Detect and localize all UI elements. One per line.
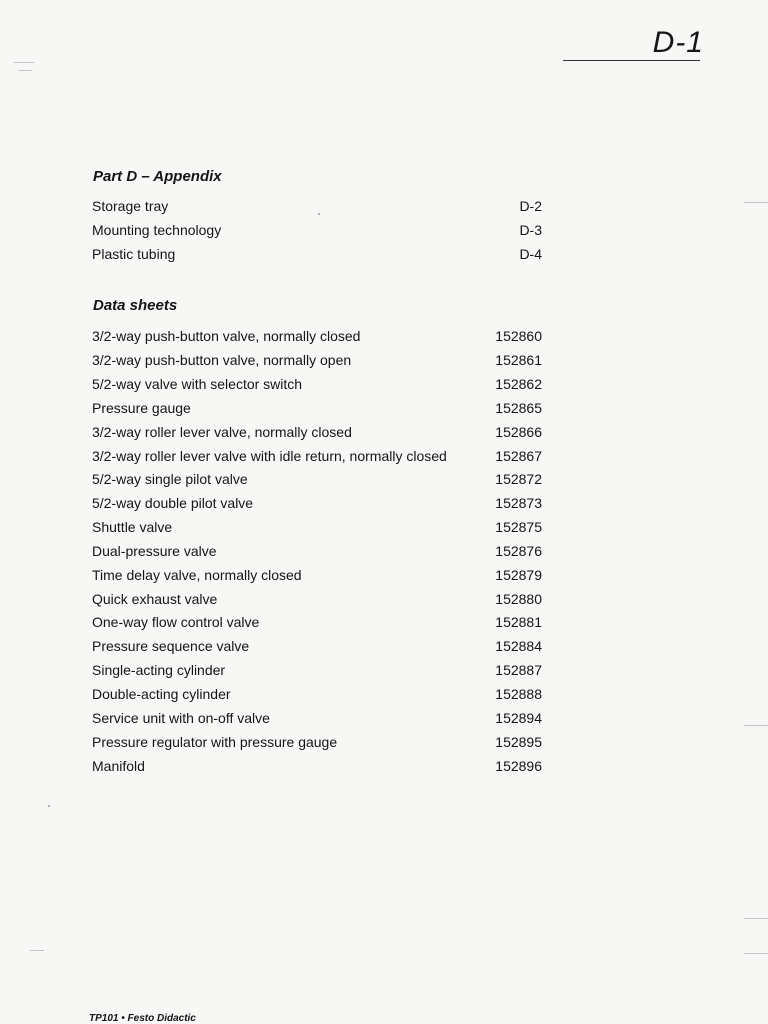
scan-speck <box>318 213 320 215</box>
entry-ref: 152860 <box>495 328 542 344</box>
header-rule <box>563 60 700 61</box>
entry-ref: 152884 <box>495 638 542 654</box>
entry-label: Pressure sequence valve <box>92 638 250 654</box>
data-sheet-entry <box>92 519 542 539</box>
data-sheet-entry <box>92 543 542 563</box>
entry-ref: 152867 <box>495 448 542 464</box>
appendix-entry <box>92 246 542 266</box>
data-sheet-entry <box>92 328 542 348</box>
data-sheet-entry <box>92 734 542 754</box>
scan-mark <box>744 953 768 954</box>
data-sheet-entry <box>92 495 542 515</box>
data-sheet-entry <box>92 686 542 706</box>
appendix-heading: Part D – Appendix <box>93 168 222 185</box>
entry-ref: 152896 <box>495 758 542 774</box>
entry-label: 3/2-way roller lever valve, normally closed <box>92 424 352 440</box>
entry-ref: 152888 <box>495 686 542 702</box>
entry-ref: 152862 <box>495 376 542 392</box>
entry-label: 3/2-way roller lever valve with idle return, normally closed <box>92 448 447 464</box>
scan-mark <box>14 62 34 63</box>
scan-mark <box>744 202 768 203</box>
data-sheet-entry <box>92 710 542 730</box>
entry-ref: 152866 <box>495 424 542 440</box>
entry-label: Storage tray <box>92 198 169 214</box>
entry-ref: 152865 <box>495 400 542 416</box>
entry-label: Quick exhaust valve <box>92 591 218 607</box>
scan-mark <box>744 725 768 726</box>
entry-label: Plastic tubing <box>92 246 176 262</box>
data-sheet-entry <box>92 424 542 444</box>
data-sheet-entry <box>92 567 542 587</box>
scan-mark <box>30 950 44 951</box>
entry-ref: 152880 <box>495 591 542 607</box>
entry-label: One-way flow control valve <box>92 614 260 630</box>
data-sheet-entry <box>92 400 542 420</box>
entry-label: Dual-pressure valve <box>92 543 217 559</box>
data-sheet-entry <box>92 448 542 468</box>
data-sheet-entry <box>92 376 542 396</box>
scan-speck <box>48 805 50 807</box>
entry-ref: 152879 <box>495 567 542 583</box>
entry-ref: 152872 <box>495 471 542 487</box>
footer-text: TP101 • Festo Didactic <box>89 1013 196 1024</box>
entry-label: 5/2-way single pilot valve <box>92 471 248 487</box>
appendix-entry <box>92 222 542 242</box>
data-sheet-entry <box>92 614 542 634</box>
entry-label: Pressure gauge <box>92 400 191 416</box>
entry-label: Manifold <box>92 758 145 774</box>
entry-label: Shuttle valve <box>92 519 173 535</box>
entry-ref: 152881 <box>495 614 542 630</box>
data-sheet-entry <box>92 638 542 658</box>
entry-label: Single-acting cylinder <box>92 662 226 678</box>
entry-label: 5/2-way valve with selector switch <box>92 376 303 392</box>
entry-ref: 152873 <box>495 495 542 511</box>
scan-mark <box>18 70 32 71</box>
entry-label: Double-acting cylinder <box>92 686 231 702</box>
data-sheet-entry <box>92 591 542 611</box>
entry-ref: D-2 <box>519 198 542 214</box>
appendix-entry <box>92 198 542 218</box>
entry-label: Service unit with on-off valve <box>92 710 270 726</box>
data-sheet-entry <box>92 471 542 491</box>
page-number: D-1 <box>652 26 704 59</box>
entry-label: 3/2-way push-button valve, normally open <box>92 352 352 368</box>
scan-mark <box>744 918 768 919</box>
entry-ref: 152895 <box>495 734 542 750</box>
entry-label: 3/2-way push-button valve, normally closed <box>92 328 361 344</box>
entry-ref: D-4 <box>519 246 542 262</box>
entry-ref: D-3 <box>519 222 542 238</box>
data-sheet-entry <box>92 352 542 372</box>
data-sheet-entry <box>92 758 542 778</box>
entry-ref: 152861 <box>495 352 542 368</box>
data-sheet-entry <box>92 662 542 682</box>
entry-ref: 152876 <box>495 543 542 559</box>
entry-label: Time delay valve, normally closed <box>92 567 302 583</box>
entry-ref: 152894 <box>495 710 542 726</box>
data-sheets-heading: Data sheets <box>93 297 178 314</box>
entry-ref: 152875 <box>495 519 542 535</box>
entry-label: Pressure regulator with pressure gauge <box>92 734 338 750</box>
entry-label: Mounting technology <box>92 222 222 238</box>
entry-ref: 152887 <box>495 662 542 678</box>
entry-label: 5/2-way double pilot valve <box>92 495 254 511</box>
